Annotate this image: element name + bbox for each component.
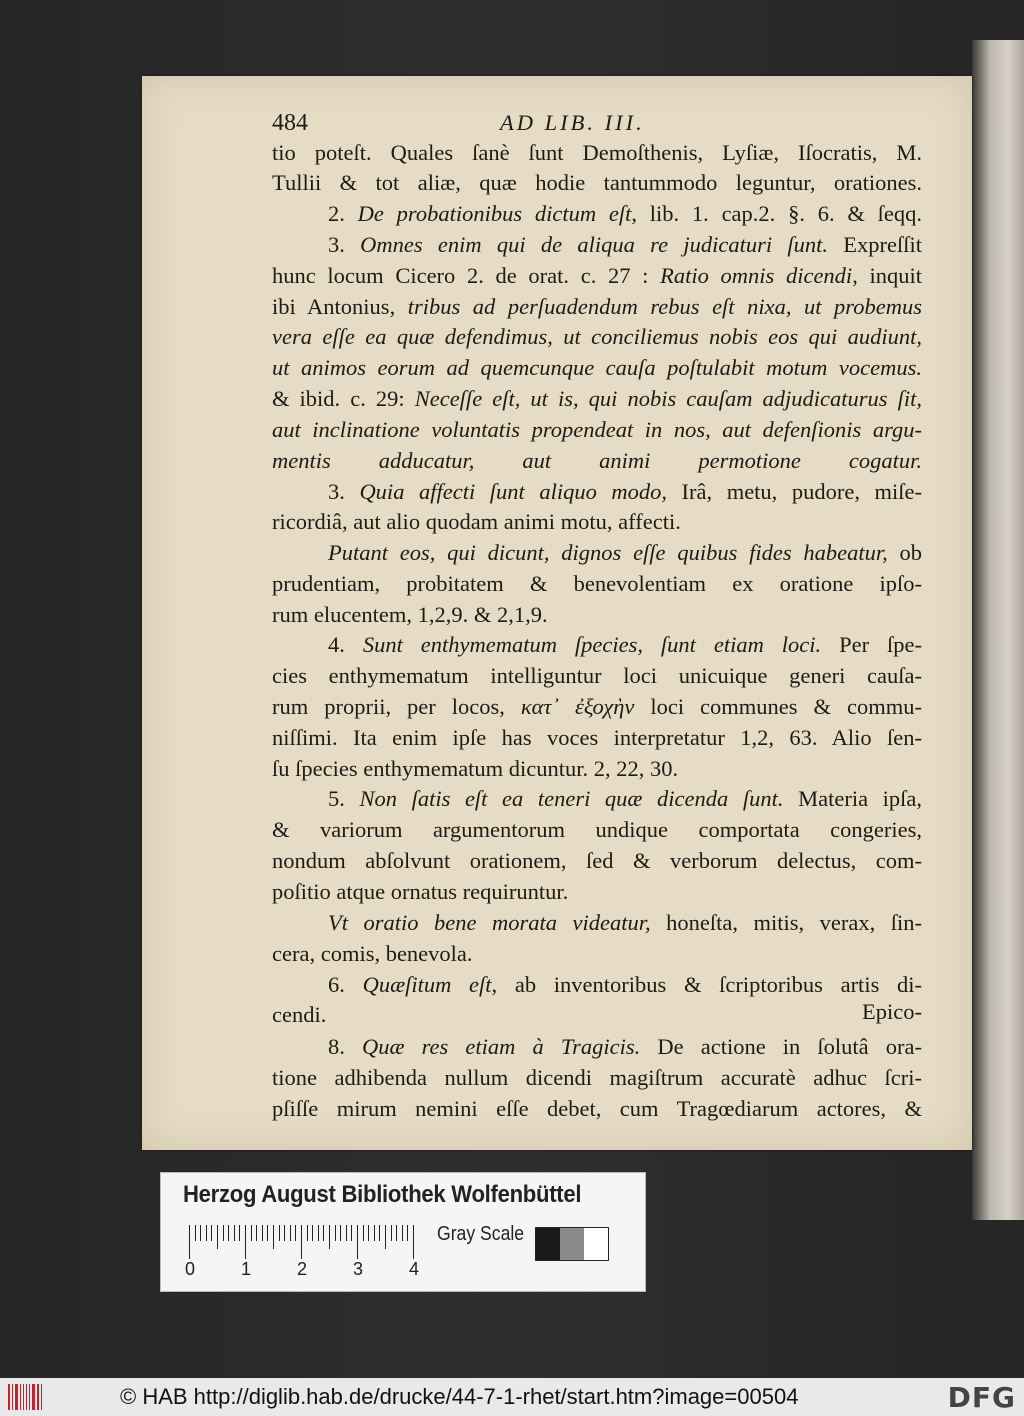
ruler-tick (357, 1225, 358, 1259)
gray-scale-label: Gray Scale (437, 1223, 525, 1245)
text-segment: De actione in ſolutâ ora- (640, 1034, 922, 1059)
running-head: AD LIB. III. (500, 110, 645, 135)
text-line (272, 817, 922, 843)
text-segment: ricordiâ, aut alio quodam animi motu, affecti. (272, 509, 681, 534)
italic-segment: De probationibus dictum eſt (357, 201, 632, 226)
italic-segment: Neceſſe eſt, ut is, qui nobis cauſam adjudicaturus ſit, (414, 386, 922, 411)
ruler-number: 0 (185, 1259, 196, 1279)
text-segment: rum elucentem, 1,2,9. & 2,1,9. (272, 602, 548, 627)
book-page (142, 76, 972, 1150)
text-segment: tio poteſt. Quales ſanè ſunt Demoſthenis, Lyſiæ, Iſocratis, M. (272, 140, 922, 165)
ruler-tick (200, 1225, 201, 1241)
ruler-tick (284, 1225, 285, 1241)
text-segment: , lib. 1. cap.2. §. 6. & ſeqq. (631, 201, 922, 226)
ruler-tick (407, 1225, 408, 1241)
text-segment: loci communes & commu- (634, 694, 922, 719)
text-line (272, 417, 922, 443)
text-segment: Per ſpe- (821, 632, 922, 657)
gray-scale-swatch (535, 1227, 609, 1261)
ruler-tick (329, 1225, 330, 1249)
text-segment: 6. (328, 972, 363, 997)
ruler-number: 4 (409, 1259, 420, 1279)
text-line (328, 479, 922, 505)
ruler-tick (307, 1225, 308, 1241)
ruler-tick (239, 1225, 240, 1241)
text-segment: ibi Antonius, (272, 294, 408, 319)
ruler-tick (340, 1225, 341, 1241)
text-line (272, 170, 922, 196)
text-segment: honeſta, mitis, verax, ſin- (650, 910, 922, 935)
text-line (272, 663, 922, 689)
text-line (328, 972, 922, 998)
gray-swatch (584, 1228, 608, 1260)
text-segment: Tullii & tot aliæ, quæ hodie tantummodo leguntur, orationes. (272, 170, 922, 195)
text-line (272, 694, 922, 720)
ruler-tick (206, 1225, 207, 1241)
ruler-number: 3 (353, 1259, 364, 1279)
ruler-tick (245, 1225, 246, 1259)
ruler-tick (335, 1225, 336, 1241)
ruler-tick (223, 1225, 224, 1241)
library-label-card (160, 1172, 646, 1292)
ruler-tick (346, 1225, 347, 1241)
text-segment: prudentiam, probitatem & benevolentiam ex oratione ipſo- (272, 571, 922, 596)
ruler-tick (374, 1225, 375, 1241)
text-segment: pſiſſe mirum nemini eſſe debet, cum Tragœdiarum actores, & (272, 1096, 922, 1121)
ruler-tick (279, 1225, 280, 1241)
copyright-link[interactable]: © HAB http://diglib.hab.de/drucke/44-7-1-rhet/start.htm?image=00504 (120, 1384, 799, 1409)
ruler-tick (256, 1225, 257, 1241)
facing-page-edge (972, 40, 1024, 1220)
italic-segment: Quia affecti ſunt aliquo modo, (359, 479, 667, 504)
ruler-tick (413, 1225, 414, 1259)
text-segment: & variorum argumentorum undique comportata congeries, (272, 817, 922, 842)
italic-segment: Sunt enthymematum ſpecies, ſunt etiam loci. (362, 632, 822, 657)
text-line (272, 848, 922, 874)
ruler-tick (385, 1225, 386, 1249)
text-segment: rum proprii, per locos, (272, 694, 521, 719)
text-segment: 3. (328, 232, 361, 257)
text-line (272, 386, 922, 412)
ruler-tick (251, 1225, 252, 1241)
ruler-tick (312, 1225, 313, 1241)
text-segment: 4. (328, 632, 363, 657)
ruler-tick (318, 1225, 319, 1241)
ruler-tick (295, 1225, 296, 1241)
text-segment: niſſimi. Ita enim ipſe has voces interpretatur 1,2, 63. Alio ſen- (272, 725, 922, 750)
text-line (272, 1096, 922, 1122)
measurement-ruler (189, 1225, 417, 1259)
ruler-tick (323, 1225, 324, 1241)
ruler-tick (273, 1225, 274, 1249)
ruler-tick (368, 1225, 369, 1241)
text-segment: , ab inventoribus & ſcriptoribus artis di- (491, 972, 923, 997)
ruler-tick (391, 1225, 392, 1241)
text-segment: & ibid. c. 29: (272, 386, 415, 411)
text-line (272, 294, 922, 320)
gray-swatch (536, 1228, 560, 1260)
text-line (328, 910, 922, 936)
text-line (328, 1034, 922, 1060)
text-segment: , inquit (852, 263, 922, 288)
ruler-tick (267, 1225, 268, 1241)
italic-segment: mentis adducatur, aut animi permotione cogatur. (272, 448, 922, 473)
text-segment: hunc locum Cicero 2. de orat. c. 27 : (272, 263, 661, 288)
dfg-logo: DFG (947, 1381, 1016, 1414)
text-line (272, 756, 678, 782)
text-line (272, 1065, 922, 1091)
footer-bar (0, 1378, 1024, 1416)
text-line (272, 571, 922, 597)
ruler-tick (301, 1225, 302, 1259)
text-line (272, 509, 681, 535)
text-segment: cies enthymematum intelliguntur loci unicuique generi cauſa- (272, 663, 922, 688)
ruler-tick (402, 1225, 403, 1241)
italic-segment: ut animos eorum ad quemcunque cauſa poſtulabit motum vocemus. (272, 355, 922, 380)
catchword: Epico- (862, 999, 922, 1024)
italic-segment: Omnes enim qui de aliqua re judicaturi ſunt. (360, 232, 828, 257)
ruler-tick (234, 1225, 235, 1241)
text-line (272, 140, 922, 166)
text-segment: Materia ipſa, (783, 786, 923, 811)
ruler-tick (217, 1225, 218, 1249)
gray-swatch (560, 1228, 584, 1260)
ruler-number: 2 (297, 1259, 308, 1279)
text-segment: 2. (328, 201, 358, 226)
text-line (328, 786, 922, 812)
text-line (272, 355, 922, 381)
ruler-number: 1 (241, 1259, 252, 1279)
ruler-tick (290, 1225, 291, 1241)
ruler-tick (351, 1225, 352, 1241)
text-segment: Irâ, metu, pudore, miſe- (667, 479, 922, 504)
italic-segment: vera eſſe ea quæ defendimus, ut conciliemus nobis eos qui audiunt, (272, 324, 922, 349)
text-line (272, 879, 568, 905)
text-line (328, 632, 922, 658)
ruler-tick (262, 1225, 263, 1241)
text-segment: cendi. (272, 1002, 327, 1027)
text-segment: tione adhibenda nullum dicendi magiſtrum accuratè adhuc ſcri- (272, 1065, 922, 1090)
ruler-tick (363, 1225, 364, 1241)
text-line (272, 263, 922, 289)
library-name: Herzog August Bibliothek Wolfenbüttel (183, 1181, 582, 1208)
text-segment: 3. (328, 479, 360, 504)
italic-segment: tribus ad perſuadendum rebus eſt nixa, ut probemus (407, 294, 922, 319)
text-line (272, 324, 922, 350)
ruler-tick (195, 1225, 196, 1241)
ruler-tick (396, 1225, 397, 1241)
hab-barcode-icon (8, 1384, 42, 1410)
text-line (328, 201, 922, 227)
text-segment: nondum abſolvunt orationem, ſed & verborum delectus, com- (272, 848, 922, 873)
text-segment: 5. (328, 786, 360, 811)
italic-segment: κατ᾽ ἐξοχὴν (520, 694, 635, 719)
italic-segment: Quæ res etiam à Tragicis. (362, 1034, 641, 1059)
text-segment: Expreſſit (828, 232, 922, 257)
text-segment: ob (887, 540, 923, 565)
text-line (272, 725, 922, 751)
page-number: 484 (272, 110, 308, 136)
ruler-tick (228, 1225, 229, 1241)
italic-segment: Quæſitum eſt (362, 972, 492, 997)
text-line (272, 1002, 326, 1028)
ruler-tick (211, 1225, 212, 1241)
italic-segment: aut inclinatione voluntatis propendeat in nos, aut defenſionis argu- (272, 417, 922, 442)
text-line (272, 941, 473, 967)
italic-segment: Ratio omnis dicendi (660, 263, 853, 288)
text-line (328, 540, 922, 566)
italic-segment: Vt oratio bene morata videatur, (328, 910, 651, 935)
text-segment: ſu ſpecies enthymematum dicuntur. 2, 22, 30. (272, 756, 679, 781)
text-line (272, 448, 922, 474)
italic-segment: Putant eos, qui dicunt, dignos eſſe quibus fides habeatur, (328, 540, 888, 565)
text-segment: cera, comis, benevola. (272, 941, 473, 966)
text-segment: poſitio atque ornatus requiruntur. (272, 879, 569, 904)
text-line (328, 232, 922, 258)
text-segment: 8. (328, 1034, 362, 1059)
ruler-tick (379, 1225, 380, 1241)
italic-segment: Non ſatis eſt ea teneri quæ dicenda ſunt. (359, 786, 784, 811)
text-line (272, 602, 548, 628)
ruler-tick (189, 1225, 190, 1259)
